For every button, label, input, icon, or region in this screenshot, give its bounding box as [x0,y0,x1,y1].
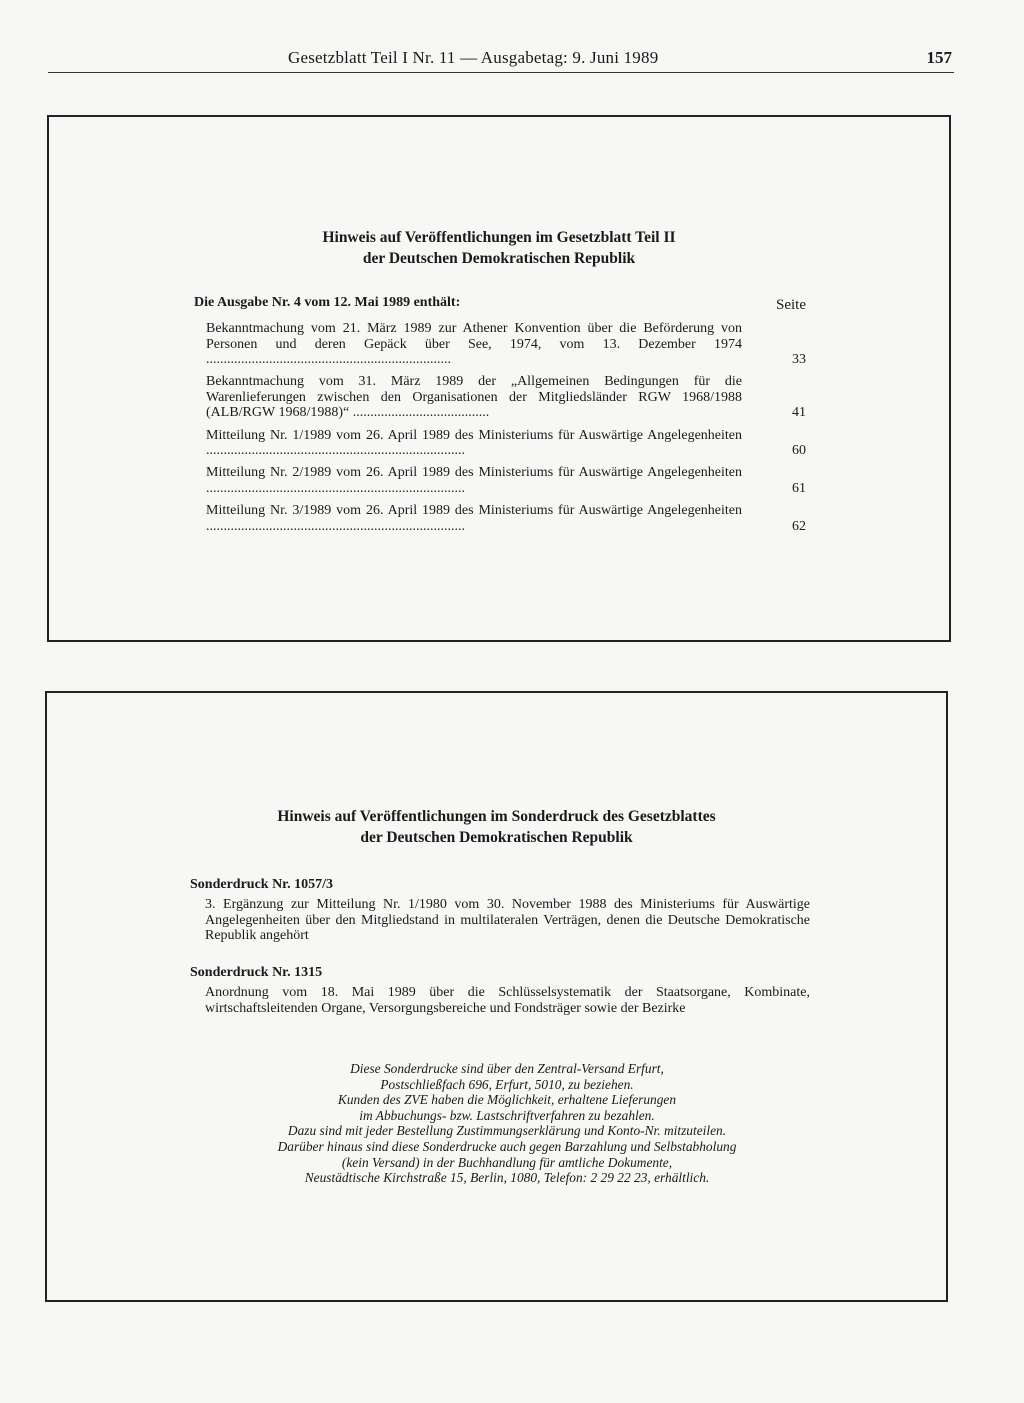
entry-text: Bekanntmachung vom 31. März 1989 der „Allgemeinen Bedingungen für die Warenlieferungen zwischen den Organisationen der Mitgliedsländer RGW 1968/1988 (ALB/RGW 1968/1988)“ ....................................... [206,374,742,421]
ordering-note [167,1061,847,1186]
note-line: Kunden des ZVE haben die Möglichkeit, erhaltene Lieferungen [337,1092,677,1108]
note-line: Postschließfach 696, Erfurt, 5010, zu beziehen. [380,1076,634,1092]
entry-page: 41 [792,405,806,421]
note-line: im Abbuchungs- bzw. Lastschriftverfahren zu bezahlen. [359,1107,655,1123]
entry-text: Bekanntmachung vom 21. März 1989 zur Athener Konvention über die Beförderung von Personen und deren Gepäck über See, 1974, vom 13. Dezember 1974 ...................................................................... [206,321,742,368]
page-header [48,44,954,73]
entry-page: 62 [792,518,806,534]
sonderdruck-notice-box [45,691,948,1302]
entry-page: 33 [792,352,806,368]
sonderdruck-label: Sonderdruck Nr. 1315 [190,965,323,980]
gesetzblatt-teil-ii-notice-box [47,115,951,642]
note-line: (kein Versand) in der Buchhandlung für amtliche Dokumente, [341,1154,673,1170]
entry-page: 60 [792,443,806,459]
list-item [206,428,806,459]
note-line: Dazu sind mit jeder Bestellung Zustimmungserklärung und Konto-Nr. mitzuteilen. [287,1123,727,1139]
entry-text: Mitteilung Nr. 1/1989 vom 26. April 1989 des Ministeriums für Auswärtige Angelegenheiten .......................................................................... [206,427,742,459]
note-line: Diese Sonderdrucke sind über den Zentral-Versand Erfurt, [350,1061,664,1076]
entry-text: Mitteilung Nr. 3/1989 vom 26. April 1989 des Ministeriums für Auswärtige Angelegenheiten .......................................................................... [206,502,742,534]
notice-heading [47,806,946,848]
note-line: Neustädtische Kirchstraße 15, Berlin, 1080, Telefon: 2 29 22 23, erhältlich. [304,1170,710,1186]
entry-page: 61 [792,480,806,496]
heading-line-1: Hinweis auf Veröffentlichungen im Gesetzblatt Teil II [322,229,676,246]
seite-label: Seite [776,297,806,313]
heading-line-1: Hinweis auf Veröffentlichungen im Sonderdruck des Gesetzblattes [277,808,716,825]
note-line: Darüber hinaus sind diese Sonderdrucke auch gegen Barzahlung und Selbstabholung [277,1138,737,1154]
sonderdruck-label: Sonderdruck Nr. 1057/3 [190,877,334,892]
page-number: 157 [926,48,952,67]
sonderdruck-entry [190,965,810,1016]
entry-text: Mitteilung Nr. 2/1989 vom 26. April 1989 des Ministeriums für Auswärtige Angelegenheiten .......................................................................... [206,465,742,496]
sonderdruck-text: 3. Ergänzung zur Mitteilung Nr. 1/1980 vom 30. November 1988 des Ministeriums für Auswärtige Angelegenheiten über den Mitgliedstand in multilateralen Verträgen, denen die Deutsche Demokratische Republik angehört [205,897,810,944]
issue-line: Die Ausgabe Nr. 4 vom 12. Mai 1989 enthält: [194,295,461,310]
list-item [206,374,806,421]
sonderdruck-text: Anordnung vom 18. Mai 1989 über die Schlüsselsystematik der Staatsorgane, Kombinate, wirtschaftsleitenden Organe, Versorgungsbereiche und Fondsträger sowie der Bezirke [205,985,810,1016]
contents-list [206,321,806,541]
notice-heading [49,227,949,269]
heading-line-2: der Deutschen Demokratischen Republik [360,829,633,846]
sonderdruck-entry [190,877,810,944]
list-item [206,321,806,368]
header-title: Gesetzblatt Teil I Nr. 11 — Ausgabetag: 9. Juni 1989 [288,48,659,67]
list-item [206,503,806,534]
list-item [206,465,806,496]
heading-line-2: der Deutschen Demokratischen Republik [362,250,636,267]
